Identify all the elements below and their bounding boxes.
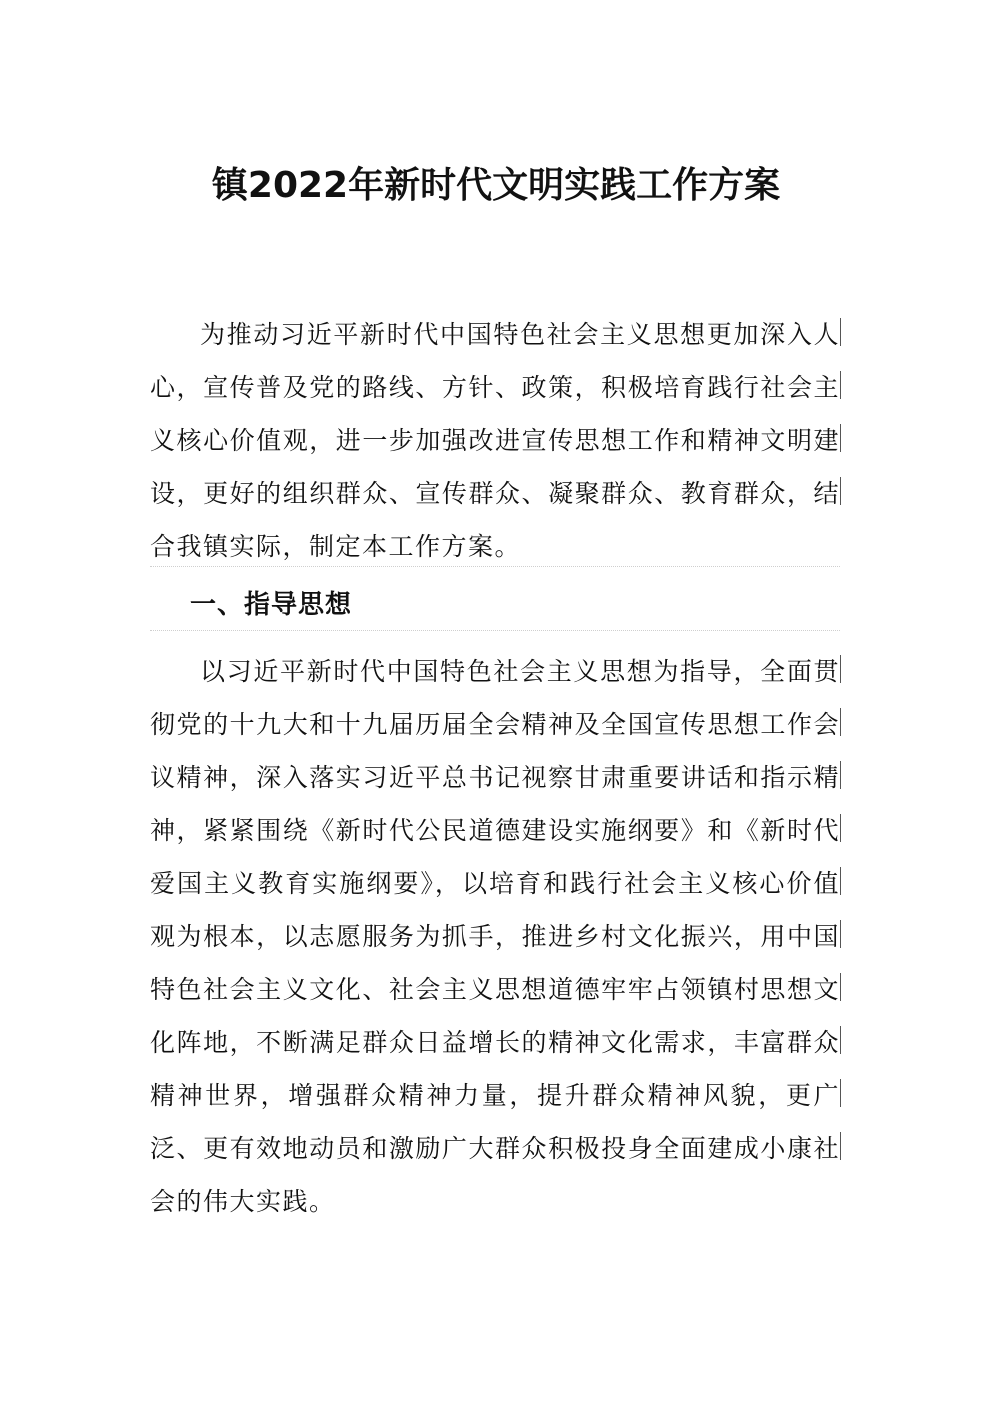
guiding-ideology-paragraph: 以习近平新时代中国特色社会主义思想为指导，全面贯彻党的十九大和十九届历届全会精神及全国宣传思想工作会议精神，深入落实习近平总书记视察甘肃重要讲话和指示精神，紧紧围绕《新时代公民道德建设实施纲要》和《新时代爱国主义教育实施纲要》，以培育和践行社会主义核心价值观为根本，以志愿服务为抓手，推进乡村文化振兴，用中国特色社会主义文化、社会主义思想道德牢牢占领镇村思想文化阵地，不断满足群众日益增长的精神文化需求，丰富群众精神世界，增强群众精神力量，提升群众精神风貌，更广泛、更有效地动员和激励广大群众积极投身全面建成小康社会的伟大实践。 [150, 657, 840, 1216]
margin-mark [840, 814, 841, 842]
margin-mark [840, 318, 841, 346]
margin-mark [840, 1079, 841, 1107]
document-title: 镇2022年新时代文明实践工作方案 [211, 165, 781, 206]
divider [150, 566, 840, 567]
margin-mark [840, 867, 841, 895]
margin-mark [840, 655, 841, 683]
margin-mark [840, 1026, 841, 1054]
divider [150, 630, 840, 631]
margin-mark [840, 1132, 841, 1160]
margin-mark [840, 424, 841, 452]
intro-paragraph: 为推动习近平新时代中国特色社会主义思想更加深入人心，宣传普及党的路线、方针、政策，积极培育践行社会主义核心价值观，进一步加强改进宣传思想工作和精神文明建设，更好的组织群众、宣传群众、凝聚群众、教育群众，结合我镇实际，制定本工作方案。 [150, 320, 840, 561]
margin-mark [840, 708, 841, 736]
margin-mark [840, 761, 841, 789]
margin-mark [840, 477, 841, 505]
section-heading-guiding-ideology: 一、指导思想 [190, 590, 353, 620]
margin-mark [840, 920, 841, 948]
margin-mark [840, 371, 841, 399]
margin-mark [840, 973, 841, 1001]
